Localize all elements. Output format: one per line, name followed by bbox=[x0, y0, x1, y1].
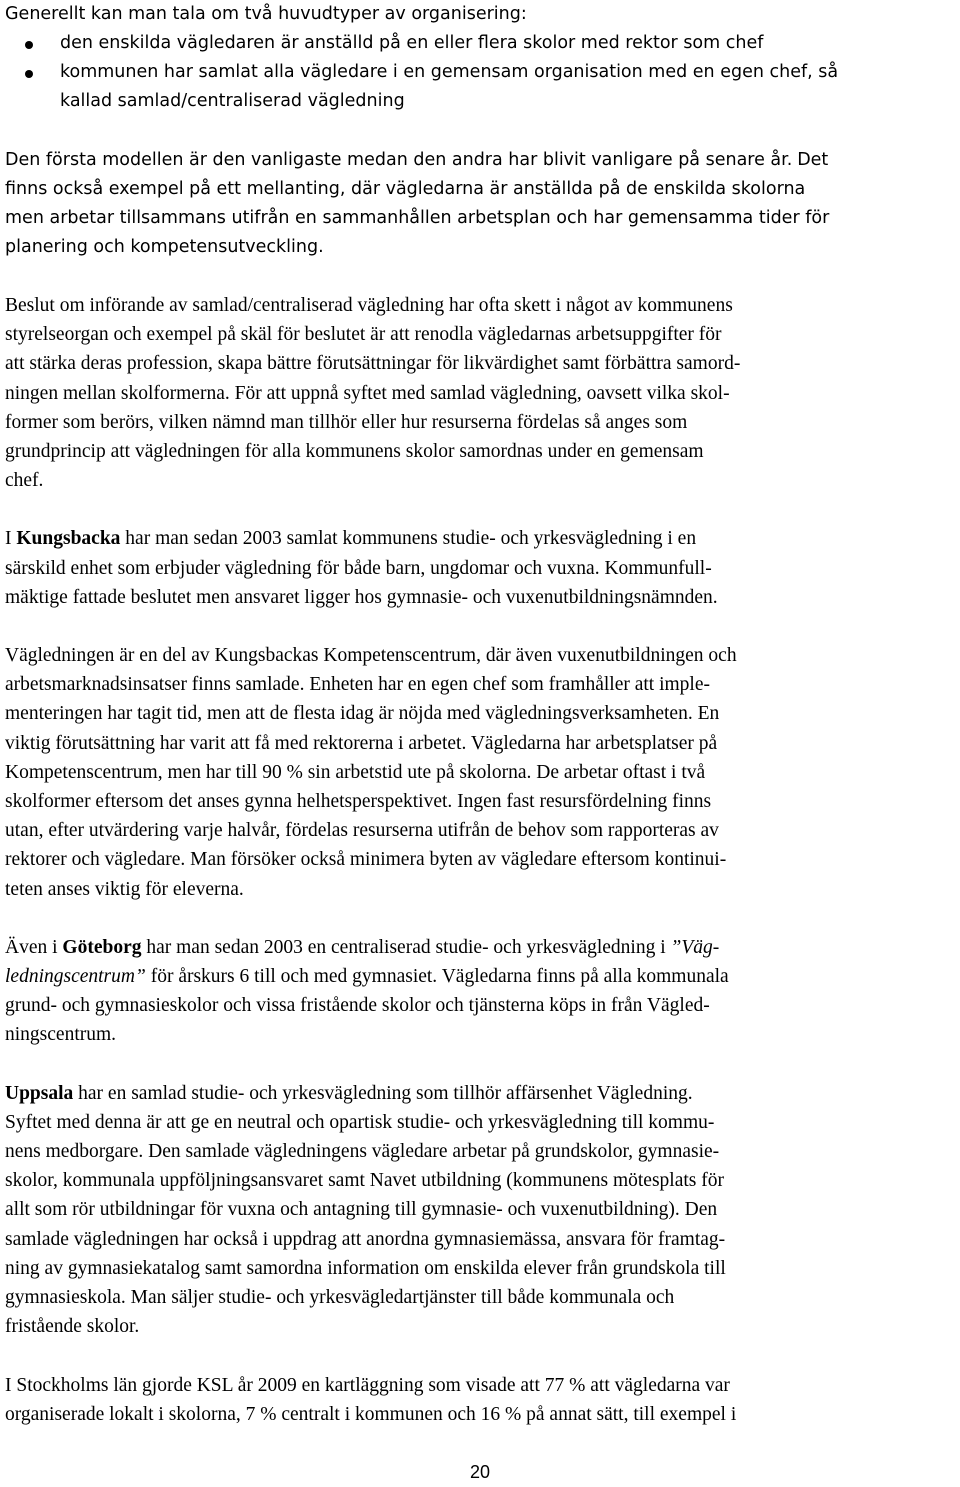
paragraph-line: chef. bbox=[5, 470, 44, 492]
paragraph-line: teten anses viktig för eleverna. bbox=[5, 878, 244, 900]
paragraph-line bbox=[5, 1079, 955, 1108]
paragraph-uppsala bbox=[5, 1079, 955, 1342]
paragraph-text: Det bbox=[797, 150, 829, 170]
paragraph-text: har man sedan 2003 samlat kommunens studie- och yrkesvägledning i en bbox=[120, 528, 697, 550]
paragraph-line bbox=[5, 962, 955, 991]
paragraph-line: Vägledningen är en del av Kungsbackas Kompetenscentrum, där även vuxenutbildningen och bbox=[5, 645, 737, 667]
paragraph-decision bbox=[5, 291, 955, 495]
paragraph-text: för årskurs 6 till och med gymnasiet. Vägledarna finns på alla kommunala bbox=[145, 966, 729, 988]
paragraph-line: men arbetar tillsammans utifrån en sammanhållen arbetsplan och har gemensamma tider för bbox=[5, 208, 830, 228]
paragraph-line: Syftet med denna är att ge en neutral och opartisk studie- och yrkesvägledning till kommu- bbox=[5, 1111, 715, 1133]
paragraph-text: I bbox=[5, 528, 17, 550]
paragraph-line: arbetsmarknadsinsatser finns samlade. Enheten har en egen chef som framhåller att imple- bbox=[5, 674, 710, 696]
bullet-icon bbox=[25, 70, 33, 78]
bullet-text-continued: kallad samlad/centraliserad vägledning bbox=[60, 91, 405, 111]
paragraph-line: mäktige fattade beslutet men ansvaret ligger hos gymnasie- och vuxenutbildningsnämnden. bbox=[5, 586, 718, 608]
paragraph-line: styrelseorgan och exempel på skäl för beslutet är att renodla vägledarnas arbetsuppgifter för bbox=[5, 324, 722, 346]
paragraph-line: former som berörs, vilken nämnd man tillhör eller hur resurserna fördelas så anges som bbox=[5, 411, 688, 433]
paragraph-line: planering och kompetensutveckling. bbox=[5, 237, 324, 257]
paragraph-line: särskild enhet som erbjuder vägledning för både barn, ungdomar och vuxna. Kommunfull- bbox=[5, 557, 712, 579]
municipality-name: Kungsbacka bbox=[16, 528, 121, 550]
paragraph-gap bbox=[5, 612, 955, 641]
paragraph-kungsbacka bbox=[5, 524, 955, 612]
paragraph-kompetenscentrum bbox=[5, 641, 955, 904]
paragraph-line: skolor, kommunala uppföljningsansvaret samt Navet utbildning (kommunens mötesplats för bbox=[5, 1170, 724, 1192]
paragraph-gap bbox=[5, 262, 955, 291]
paragraph-line: ning av gymnasiekatalog samt samordna information om enskilda elever från grundskola till bbox=[5, 1257, 726, 1279]
page-number: 20 bbox=[469, 1462, 491, 1482]
paragraph-line bbox=[5, 933, 955, 962]
paragraph-gap bbox=[5, 1342, 955, 1371]
paragraph-line: Beslut om införande av samlad/centraliserad vägledning har ofta skett i något av kommunens bbox=[5, 295, 733, 316]
paragraph-line: gymnasieskola. Man säljer studie- och yrkesvägledartjänster till både kommunala och bbox=[5, 1287, 675, 1309]
italic-title: ”Väg- bbox=[670, 936, 720, 958]
paragraph-line: organiserade lokalt i skolorna, 7 % centralt i kommunen och 16 % på annat sätt, till exempel i bbox=[5, 1403, 737, 1425]
paragraph-line: nens medborgare. Den samlade vägledningens vägledare arbetar på grundskolor, gymnasie- bbox=[5, 1141, 720, 1163]
paragraph-gap bbox=[5, 904, 955, 933]
paragraph-text: Även i bbox=[5, 936, 63, 958]
paragraph-text: har en samlad studie- och yrkesvägledning som tillhör affärsenhet Vägledning. bbox=[73, 1082, 693, 1104]
list-item bbox=[5, 29, 955, 58]
bullet-text: kommunen har samlat alla vägledare i en gemensam organisation med en egen chef, så bbox=[60, 62, 839, 82]
paragraph-stockholm bbox=[5, 1371, 955, 1429]
paragraph-line: skolformer eftersom det anses gynna helhetsperspektivet. Ingen fast resursfördelning finns bbox=[5, 791, 712, 813]
municipality-name: Göteborg bbox=[62, 936, 142, 958]
bullet-text: den enskilda vägledaren är anställd på en eller flera skolor med rektor som chef bbox=[60, 33, 764, 53]
paragraph-line: allt som rör utbildningar för vuxna och antagning till gymnasie- och vuxenutbildning). Den bbox=[5, 1199, 718, 1221]
paragraph-line: Kompetenscentrum, men har till 90 % sin arbetstid ute på skolorna. De arbetar oftast i två bbox=[5, 761, 706, 783]
paragraph-line: utan, efter utvärdering varje halvår, fördelas resurserna utifrån de behov som rapporteras av bbox=[5, 820, 719, 842]
italic-title: ledningscentrum” bbox=[5, 966, 146, 988]
paragraph-goteborg bbox=[5, 933, 955, 1050]
intro-heading: Generellt kan man tala om två huvudtyper av organisering: bbox=[5, 4, 527, 24]
paragraph-line bbox=[5, 145, 955, 175]
paragraph-line: grundprincip att vägledningen för alla kommunens skolor samordnas under en gemensam bbox=[5, 441, 704, 463]
paragraph-line: ningscentrum. bbox=[5, 1024, 117, 1046]
bullet-icon bbox=[25, 41, 33, 49]
paragraph-line: ningen mellan skolformerna. För att uppnå syftet med samlad vägledning, oavsett vilka skol- bbox=[5, 382, 730, 404]
paragraph-line: rektorer och vägledare. Man försöker också minimera byten av vägledare eftersom kontinui- bbox=[5, 849, 727, 871]
paragraph-line: finns också exempel på ett mellanting, där vägledarna är anställda på de enskilda skolorna bbox=[5, 179, 806, 199]
paragraph-line: I Stockholms län gjorde KSL år 2009 en kartläggning som visade att 77 % att vägledarna var bbox=[5, 1374, 730, 1396]
paragraph-line: menteringen har tagit tid, men att de flesta idag är nöjda med vägledningsverksamheten. En bbox=[5, 703, 720, 725]
paragraph-line: viktig förutsättning har varit att få med rektorerna i arbetet. Vägledarna har arbetsplatser på bbox=[5, 732, 718, 754]
paragraph-models bbox=[5, 145, 955, 262]
bullet-list bbox=[5, 29, 955, 116]
paragraph-text: Den första modellen är den vanligaste medan den andra har blivit vanligare på senare år. bbox=[5, 150, 793, 170]
paragraph-gap bbox=[5, 495, 955, 524]
paragraph-line: samlade vägledningen har också i uppdrag att anordna gymnasiemässa, ansvara för framtag- bbox=[5, 1228, 726, 1250]
paragraph-line: att stärka deras profession, skapa bättre förutsättningar för likvärdighet samt förbättra samord- bbox=[5, 353, 741, 375]
paragraph-gap bbox=[5, 116, 955, 145]
document-page bbox=[5, 0, 955, 1429]
municipality-name: Uppsala bbox=[5, 1082, 74, 1104]
paragraph-gap bbox=[5, 1050, 955, 1079]
paragraph-line: fristående skolor. bbox=[5, 1316, 140, 1338]
paragraph-text: har man sedan 2003 en centraliserad studie- och yrkesvägledning i bbox=[141, 936, 671, 958]
list-item bbox=[5, 58, 955, 116]
paragraph-line bbox=[5, 524, 955, 553]
paragraph-line: grund- och gymnasieskolor och vissa fristående skolor och tjänsterna köps in från Vägled- bbox=[5, 995, 710, 1017]
